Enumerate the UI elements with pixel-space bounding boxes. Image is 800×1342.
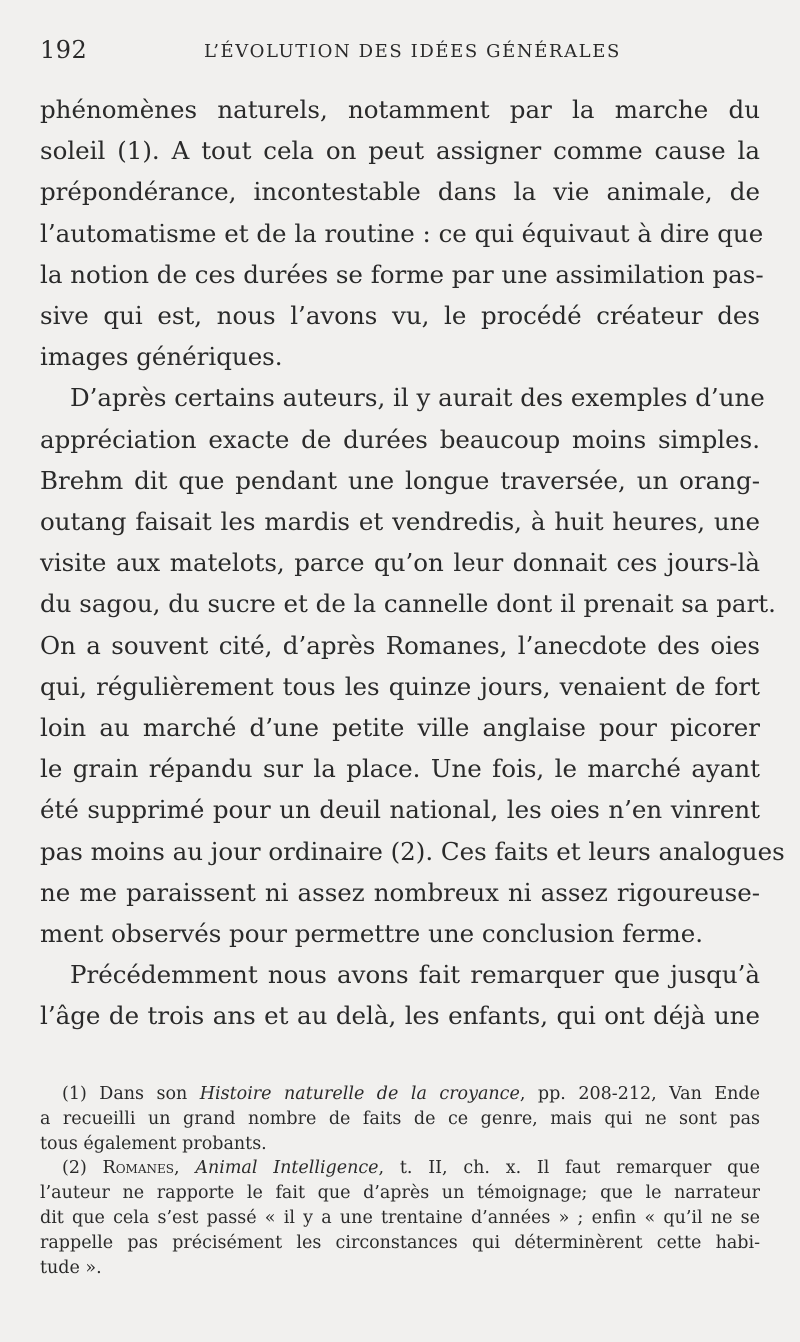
footnote-line: rappelle pas précisément les circonstances qui déterminèrent cette habi- — [40, 1232, 760, 1253]
footnote-text: (1) Dans son — [62, 1084, 200, 1104]
page-header — [40, 36, 760, 72]
footnote-text: , — [174, 1158, 196, 1179]
footnotes — [40, 1082, 760, 1280]
text-line: la notion de ces durées se forme par une assimilation pas- — [40, 259, 764, 289]
footnote-text: (2) — [62, 1158, 103, 1179]
footnote-text: , t. II, ch. x. Il faut remarquer que — [378, 1158, 760, 1179]
footnote-line — [40, 1082, 760, 1107]
footnote-text: , pp. 208-212, Van Ende — [519, 1084, 760, 1104]
running-title: L’ÉVOLUTION DES IDÉES GÉNÉRALES — [204, 41, 621, 62]
text-line: On a souvent cité, d’après Romanes, l’anecdote des oies — [40, 630, 760, 660]
text-line: Précédemment nous avons fait remarquer que jusqu’à — [70, 960, 760, 990]
footnote-2 — [40, 1156, 760, 1280]
page-number: 192 — [40, 36, 88, 64]
paragraph-1 — [40, 89, 764, 377]
footnote-line: tous également probants. — [40, 1133, 267, 1154]
text-line: le grain répandu sur la place. Une fois, le marché ayant — [40, 754, 760, 784]
footnote-line: dit que cela s’est passé « il y a une trentaine d’années » ; enfin « qu’il ne se — [40, 1207, 760, 1228]
text-line: D’après certains auteurs, il y aurait des exemples d’une — [70, 383, 765, 413]
text-line: loin au marché d’une petite ville anglaise pour picorer — [40, 713, 760, 743]
text-line: visite aux matelots, parce qu’on leur donnait ces jours-là — [40, 548, 760, 578]
text-line: ment observés pour permettre une conclusion ferme. — [40, 919, 704, 949]
main-text — [40, 89, 785, 1037]
text-line: outang faisait les mardis et vendredis, à huit heures, une — [40, 507, 760, 537]
text-line: Brehm dit que pendant une longue traversée, un orang- — [40, 465, 760, 495]
footnote-line: tude ». — [40, 1257, 102, 1278]
footnote-line: l’auteur ne rapporte le fait que d’après un témoignage; que le narrateur — [40, 1183, 760, 1204]
text-line: ne me paraissent ni assez nombreux ni assez rigoureuse- — [40, 877, 760, 907]
footnote-title: Histoire naturelle de la croyance — [199, 1084, 520, 1104]
paragraph-2 — [40, 377, 785, 954]
text-line: prépondérance, incontestable dans la vie animale, de — [40, 177, 760, 207]
paragraph-3 — [40, 954, 760, 1036]
text-line: l’automatisme et de la routine : ce qui équivaut à dire que — [40, 218, 764, 248]
text-line: qui, régulièrement tous les quinze jours, venaient de fort — [40, 671, 760, 701]
text-line: soleil (1). A tout cela on peut assigner comme cause la — [40, 136, 760, 166]
text-line: l’âge de trois ans et au delà, les enfants, qui ont déjà une — [40, 1001, 760, 1031]
footnote-line — [40, 1156, 760, 1181]
text-line: images génériques. — [40, 342, 283, 372]
text-line: été supprimé pour un deuil national, les oies n’en vinrent — [40, 795, 760, 825]
text-line: phénomènes naturels, notamment par la marche du — [40, 95, 760, 124]
footnote-1 — [40, 1082, 760, 1156]
text-line: appréciation exacte de durées beaucoup moins simples. — [40, 424, 760, 454]
footnote-author: Romanes — [102, 1158, 174, 1179]
text-line: du sagou, du sucre et de la cannelle dont il prenait sa part. — [40, 589, 776, 619]
footnote-title: Animal Intelligence — [195, 1158, 379, 1179]
text-line: pas moins au jour ordinaire (2). Ces faits et leurs analogues — [40, 836, 785, 866]
footnote-line: a recueilli un grand nombre de faits de ce genre, mais qui ne sont pas — [40, 1108, 760, 1129]
text-line: sive qui est, nous l’avons vu, le procédé créateur des — [40, 301, 760, 331]
